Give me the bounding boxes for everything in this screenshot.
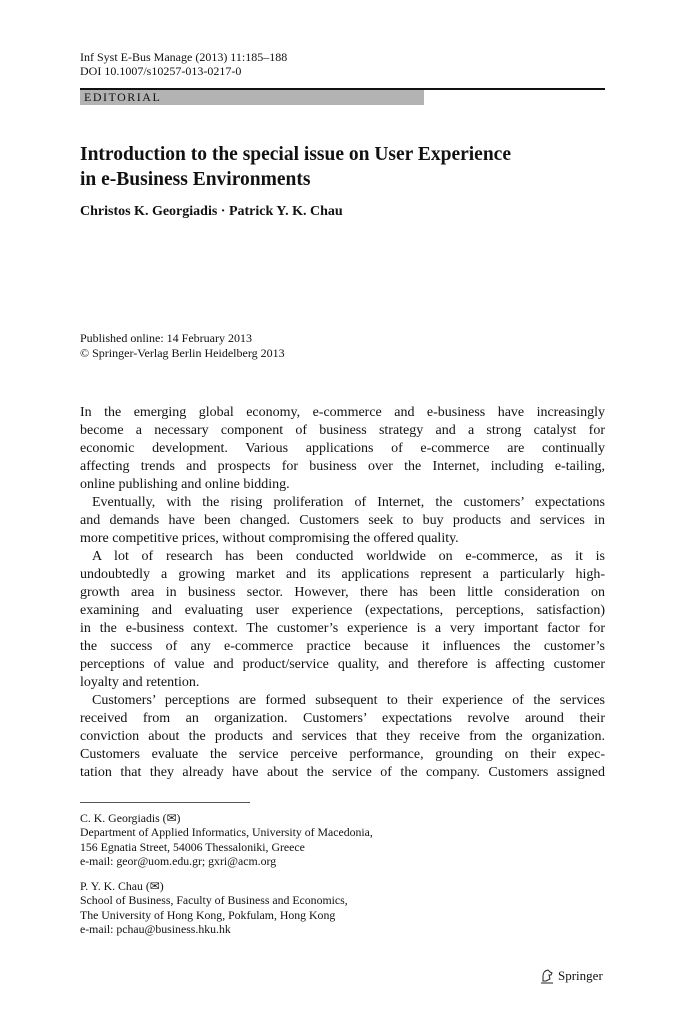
body-line: become a necessary component of business strategy and a strong catalyst for — [80, 423, 605, 438]
body-line: economic development. Various applications of e-commerce are continually — [80, 441, 605, 456]
body-line: affecting trends and prospects for business over the Internet, including e-tailing, — [80, 459, 605, 474]
body-line: A lot of research has been conducted worldwide on e-commerce, as it is — [92, 549, 605, 564]
body-line: more competitive prices, without compromising the offered quality. — [80, 531, 459, 546]
publisher-mark — [540, 968, 603, 984]
article-title — [80, 142, 511, 192]
body-line: the success of any e-commerce practice because it influences the customer’s — [80, 639, 605, 654]
affiliation-chau — [80, 879, 348, 936]
footnote-line: C. K. Georgiadis (✉) — [80, 811, 181, 825]
body-line: tation that they already have about the service of the company. Customers assigned — [80, 765, 605, 780]
footnote-line: Department of Applied Informatics, University of Macedonia, — [80, 825, 373, 840]
body-line: Customers’ perceptions are formed subsequent to their experience of the services — [92, 693, 605, 708]
body-line: and demands have been changed. Customers seek to buy products and services in — [80, 513, 605, 528]
body-line: growth area in business sector. However, there has been little consideration on — [80, 585, 605, 600]
affiliation-georgiadis — [80, 811, 373, 868]
springer-horse-icon — [540, 968, 554, 984]
body-line: in the e-business context. The customer’s experience is a very important factor for — [80, 621, 605, 636]
body-line: undoubtedly a growing market and its applications represent a particularly high- — [80, 567, 605, 582]
body-line: In the emerging global economy, e-commerce and e-business have increasingly — [80, 405, 605, 420]
body-line: Eventually, with the rising proliferation of Internet, the customers’ expectations — [92, 495, 605, 510]
footnote-line: School of Business, Faculty of Business and Economics, — [80, 893, 348, 908]
body-line: conviction about the products and services that they receive from the organization. — [80, 729, 605, 744]
section-label: EDITORIAL — [80, 90, 424, 105]
title-line: in e-Business Environments — [80, 169, 311, 190]
body-line: perceptions of value and product/service quality, and therefore is affecting customer — [80, 657, 605, 672]
authors: Christos K. Georgiadis · Patrick Y. K. Chau — [80, 204, 343, 219]
doi: DOI 10.1007/s10257-013-0217-0 — [80, 64, 242, 78]
body-line: online publishing and online bidding. — [80, 477, 290, 492]
article-body — [80, 404, 605, 782]
footnote-line: e-mail: geor@uom.edu.gr; gxri@acm.org — [80, 853, 277, 868]
footnote-line: P. Y. K. Chau (✉) — [80, 879, 164, 893]
title-line: Introduction to the special issue on User Experience — [80, 144, 511, 165]
footnote-line: e-mail: pchau@business.hku.hk — [80, 921, 231, 936]
footnote-line: 156 Egnatia Street, 54006 Thessaloniki, Greece — [80, 839, 305, 854]
publication-info — [80, 331, 285, 361]
body-line: Customers evaluate the service perceive performance, grounding on their expec- — [80, 747, 605, 762]
footnote-line: The University of Hong Kong, Pokfulam, Hong Kong — [80, 907, 336, 922]
body-line: received from an organization. Customers’ expectations revolve around their — [80, 711, 605, 726]
journal-citation: Inf Syst E-Bus Manage (2013) 11:185–188 — [80, 50, 288, 64]
publisher-name: Springer — [558, 968, 603, 983]
footnote-rule — [80, 802, 250, 803]
body-line: examining and evaluating user experience (expectations, perceptions, satisfaction) — [80, 603, 605, 618]
copyright: © Springer-Verlag Berlin Heidelberg 2013 — [80, 346, 285, 360]
published-date: Published online: 14 February 2013 — [80, 331, 252, 345]
body-line: loyalty and retention. — [80, 675, 200, 690]
